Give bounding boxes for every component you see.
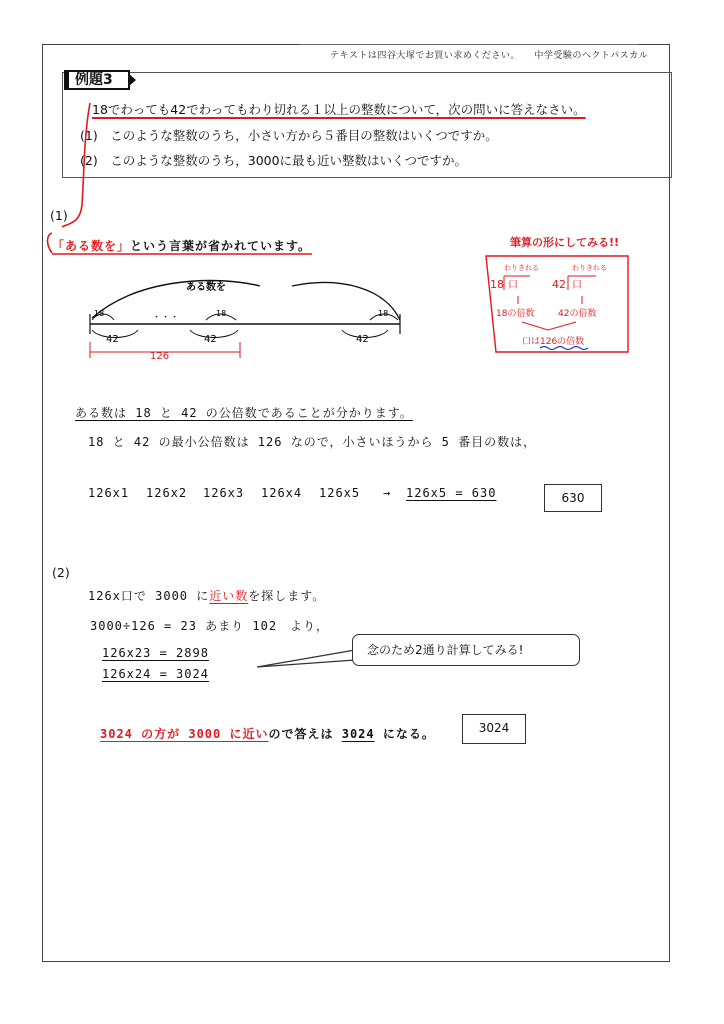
division-box — [478, 232, 638, 358]
seq-item: 126x1 — [88, 486, 130, 500]
seg-bottom-2: 42 — [204, 334, 217, 345]
seg-top-1: 18 — [94, 309, 105, 318]
part1-line1 — [75, 404, 413, 421]
part1-line2: 18 と 42 の最小公倍数は 126 なので，小さいほうから 5 番目の数は， — [88, 435, 537, 449]
right-box-sym: 口 — [572, 280, 582, 291]
right-caption: わりきれる — [572, 264, 607, 272]
q1-text: このような整数のうち，小さい方から５番目の整数はいくつですか。 — [110, 128, 498, 143]
concl-mid: ので答えは — [268, 727, 334, 741]
example-tag-arrow — [128, 73, 136, 87]
question-2 — [80, 151, 467, 169]
part2-label: (2) — [52, 565, 70, 580]
q2-text: このような整数のうち，3000に最も近い整数はいくつですか。 — [110, 153, 468, 168]
calc-2: 126x24 = 3024 — [102, 667, 209, 681]
arc-label: ある数を — [186, 282, 226, 293]
q1-number: (1) — [80, 128, 98, 143]
part2-line2: 3000÷126 = 23 あまり 102 より， — [90, 619, 330, 633]
header-rule — [300, 44, 638, 45]
concl-answer: 3024 — [341, 727, 375, 741]
seg-top-2: 18 — [216, 309, 227, 318]
answer-box-1: 630 — [544, 484, 602, 512]
seq-item: 126x5 — [319, 486, 361, 500]
line1-red: 近い数 — [209, 589, 249, 603]
header-note: テキストは四谷大塚でお買い求めください。 中学受験のヘクトパスカル — [330, 51, 649, 61]
seq-item: 126x4 — [261, 486, 303, 500]
part1-label: (1) — [50, 208, 68, 223]
span-126: 126 — [150, 351, 170, 362]
seg-top-3: 18 — [378, 309, 389, 318]
concl-end: になる。 — [382, 727, 435, 741]
seg-bottom-3: 42 — [356, 334, 369, 345]
part1-result: 126x5 = 630 — [406, 486, 497, 500]
callout-bubble: 念のため2通り計算してみる! — [352, 634, 580, 666]
left-box-sym: 口 — [508, 280, 518, 291]
division-conclusion: 口は126の倍数 — [522, 337, 585, 347]
question-1 — [80, 126, 498, 144]
seg-bottom-1: 42 — [106, 334, 119, 345]
number-line-diagram — [80, 268, 410, 368]
seq-item: 126x2 — [146, 486, 188, 500]
callout-pointer — [255, 646, 357, 670]
answer-box-2: 3024 — [462, 714, 526, 744]
line1-text: ある数は 18 と 42 の公倍数であることが分かります。 — [75, 406, 413, 420]
left-divisor: 18 — [490, 278, 504, 291]
arrow-glyph: → — [383, 486, 392, 500]
example-tag: 例題3 — [64, 70, 130, 90]
calc-1: 126x23 = 2898 — [102, 646, 209, 660]
part2-conclusion — [100, 725, 435, 742]
concl-red: 3024 の方が 3000 に近い — [100, 727, 269, 741]
note-rest: という言葉が省かれています。 — [130, 239, 312, 253]
line1-pre: 126x口で 3000 に — [88, 589, 210, 603]
note-red: 「ある数を」 — [52, 239, 131, 253]
part2-line1 — [88, 587, 325, 604]
left-result: 18の倍数 — [496, 309, 535, 319]
seg-dots: ・・・ — [152, 313, 180, 323]
right-divisor: 42 — [552, 278, 566, 291]
q2-number: (2) — [80, 153, 98, 168]
left-caption: わりきれる — [504, 264, 539, 272]
note-underline — [50, 252, 320, 256]
statement-text: 18でわっても42でわってもわり切れる１以上の整数について，次の問いに答えなさい。 — [92, 102, 586, 117]
division-title: 筆算の形にしてみる!! — [510, 236, 620, 249]
right-result: 42の倍数 — [558, 309, 597, 319]
line1-post: を探します。 — [248, 589, 326, 603]
seq-item: 126x3 — [203, 486, 245, 500]
problem-statement — [92, 100, 586, 118]
